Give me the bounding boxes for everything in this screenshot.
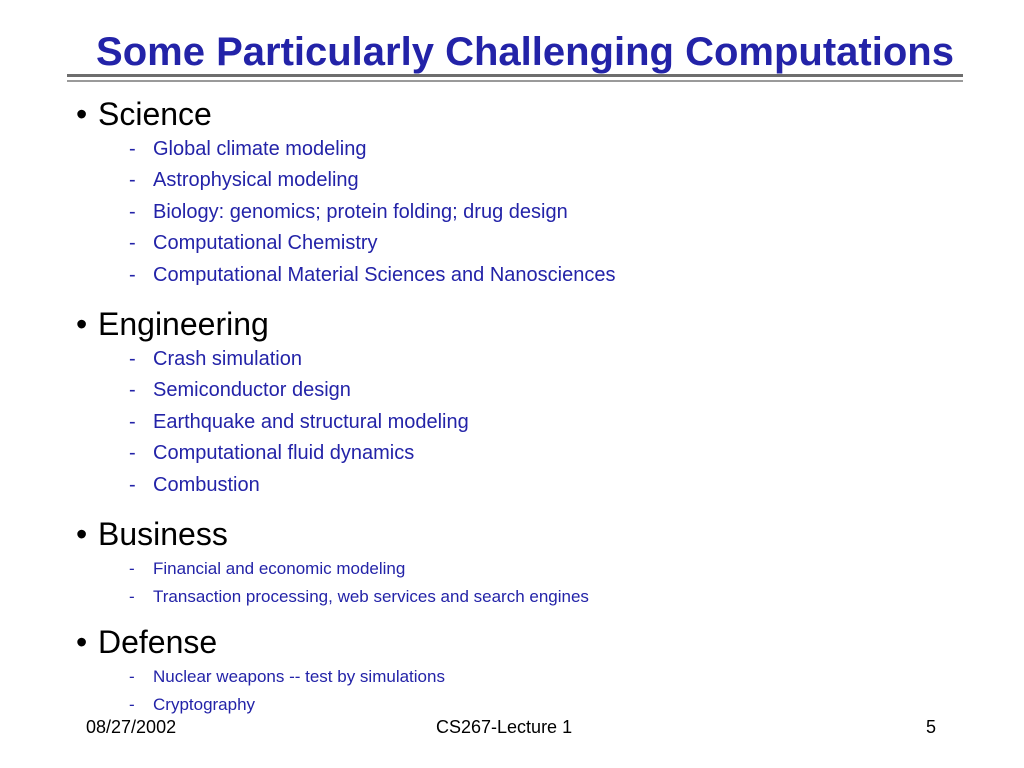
section-engineering: [76, 305, 469, 501]
dash-icon: -: [129, 473, 136, 496]
footer-page-number: 5: [926, 717, 937, 737]
list-item-text: Semiconductor design: [153, 379, 351, 402]
list-item-text: Cryptography: [153, 694, 256, 714]
list-item-text: Biology: genomics; protein folding; drug design: [153, 200, 568, 223]
dash-icon: -: [129, 169, 136, 192]
dash-icon: -: [129, 586, 135, 606]
section-heading: [76, 515, 228, 553]
list-item: [76, 407, 469, 438]
slide-title: Some Particularly Challenging Computations: [96, 30, 954, 74]
section-heading: [76, 305, 269, 343]
section-heading-text: Defense: [98, 624, 218, 660]
dash-icon: -: [129, 232, 136, 255]
list-item-text: Nuclear weapons -- test by simulations: [153, 667, 445, 686]
dash-icon: -: [129, 379, 136, 402]
dash-icon: -: [129, 200, 136, 223]
section-business: [76, 515, 589, 610]
dash-icon: -: [129, 263, 136, 286]
list-item-text: Earthquake and structural modeling: [153, 410, 469, 433]
title-underline: [67, 74, 963, 77]
dash-icon: -: [129, 138, 136, 160]
dash-icon: -: [129, 348, 136, 370]
list-item-text: Crash simulation: [153, 348, 302, 370]
title-underline-secondary: [67, 80, 963, 82]
list-item-text: Financial and economic modeling: [153, 559, 406, 578]
dash-icon: -: [129, 559, 135, 578]
list-item-text: Combustion: [153, 473, 260, 496]
dash-icon: -: [129, 667, 135, 686]
list-item: [76, 375, 351, 406]
dash-icon: -: [129, 410, 136, 433]
bullet-icon: •: [76, 96, 88, 132]
bullet-icon: •: [76, 624, 88, 660]
list-item: [76, 438, 415, 469]
list-item: [76, 555, 406, 583]
list-item-text: Transaction processing, web services and search engines: [153, 586, 589, 606]
section-defense: [76, 623, 445, 718]
list-item: [76, 165, 359, 196]
list-item: [76, 260, 616, 291]
list-item: [76, 470, 269, 501]
section-heading-text: Engineering: [98, 306, 269, 342]
section-heading-text: Business: [98, 516, 228, 552]
list-item: [76, 134, 367, 165]
list-item: [76, 228, 378, 259]
section-heading: [76, 623, 217, 661]
list-item-text: Global climate modeling: [153, 138, 367, 160]
dash-icon: -: [129, 694, 135, 714]
section-heading: [76, 95, 212, 133]
list-item-text: Computational fluid dynamics: [153, 442, 415, 465]
bullet-icon: •: [76, 516, 88, 552]
list-item: [76, 663, 445, 691]
list-item: [76, 691, 256, 719]
section-science: [76, 95, 616, 291]
list-item: [76, 197, 568, 228]
bullet-icon: •: [76, 306, 88, 342]
footer-date: 08/27/2002: [86, 717, 177, 737]
list-item: [76, 583, 589, 611]
dash-icon: -: [129, 442, 136, 465]
footer-course: CS267-Lecture 1: [436, 717, 573, 737]
list-item-text: Computational Chemistry: [153, 232, 378, 255]
section-heading-text: Science: [98, 96, 212, 132]
list-item-text: Astrophysical modeling: [153, 169, 359, 192]
list-item-text: Computational Material Sciences and Nanosciences: [153, 263, 616, 286]
list-item: [76, 344, 302, 375]
